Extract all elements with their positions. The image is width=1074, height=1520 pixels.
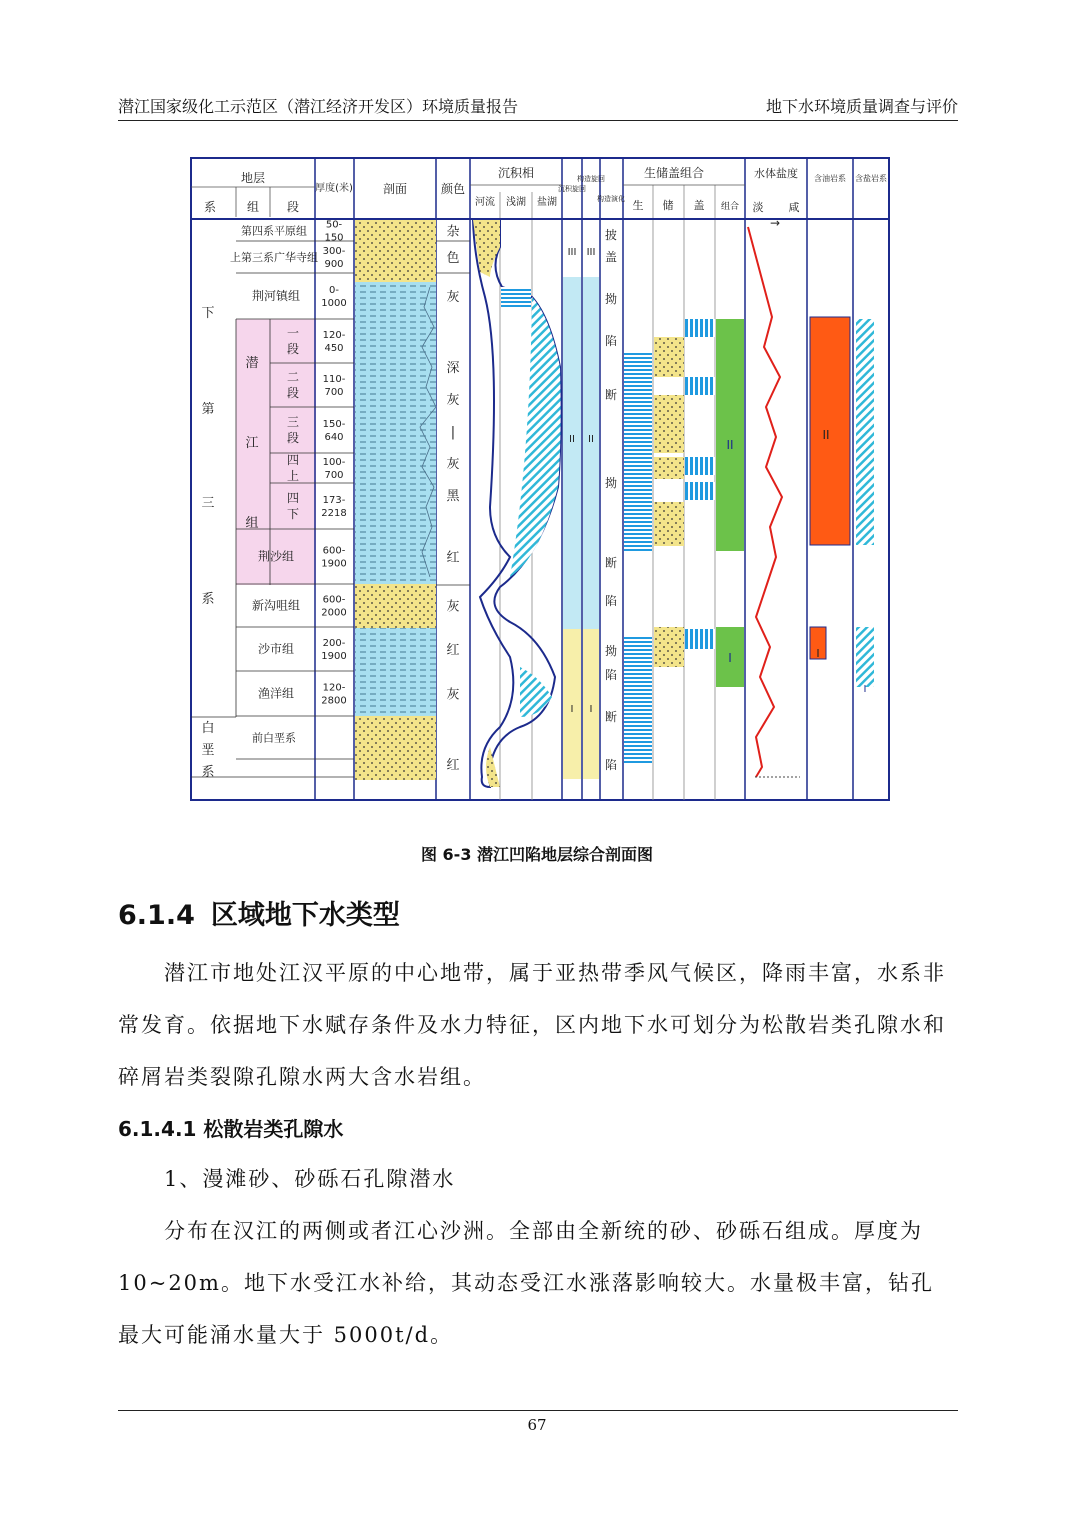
- stratum-name: 上第三系广华寺组: [230, 251, 318, 264]
- thickness-value: 600-: [322, 545, 346, 557]
- system-label: 垩: [201, 743, 215, 758]
- stratum-name: 荆河镇组: [251, 289, 301, 303]
- stratum-name: 前白垩系: [252, 731, 296, 745]
- figure-caption: 图 6-3 潜江凹陷地层综合剖面图: [420, 845, 654, 864]
- color-label: 灰: [446, 457, 460, 472]
- oil-series-ii: [810, 317, 850, 545]
- thickness-value: 150-: [322, 419, 346, 430]
- member-label: 四: [286, 491, 300, 505]
- assemblage-label: II: [726, 438, 734, 452]
- thickness-value: 120-: [322, 330, 346, 341]
- color-label: 红: [446, 758, 460, 773]
- thickness-value: 200-: [322, 638, 346, 649]
- system-label: 系: [201, 592, 215, 607]
- system-label: 下: [201, 306, 215, 321]
- color-label: |: [450, 425, 456, 440]
- color-label: 色: [446, 251, 460, 266]
- color-label: 黑: [446, 489, 460, 504]
- header-oil-series: 含油岩系: [814, 174, 846, 183]
- sed-cycle-label: I: [570, 704, 574, 715]
- evolution-label: 断: [604, 710, 618, 724]
- evolution-label: 断: [604, 556, 618, 570]
- header-sed-cycle: 沉积旋回: [558, 185, 586, 193]
- thickness-value: 700: [324, 387, 344, 398]
- svg-text:→: →: [770, 216, 781, 230]
- oil-series-label: I: [816, 647, 820, 660]
- header-system: 系: [203, 200, 217, 214]
- thickness-value: 450: [324, 343, 344, 354]
- header-color: 颜色: [440, 182, 466, 196]
- color-label: 深: [446, 361, 460, 376]
- evolution-label: 陷: [604, 758, 618, 772]
- member-label: 上: [286, 469, 300, 483]
- stratigraphic-column-figure: [190, 157, 890, 805]
- salt-series-upper: [856, 319, 874, 545]
- color-label: 灰: [446, 290, 460, 305]
- section-number: 6.1.4: [118, 900, 195, 931]
- thickness-value: 120-: [322, 682, 346, 694]
- oil-series-label: II: [822, 428, 830, 442]
- color-label: 红: [446, 550, 460, 566]
- paragraph-distribution: 分布在汉江的两侧或者江心沙洲。全部由全新统的砂、砂砾石组成。厚度为 10~20m。地下水受江水补给，其动态受江水涨落影响较大。水量极丰富，钻孔最大可能涌水量大于 5000t/d。: [118, 1219, 934, 1347]
- evolution-label: 断: [604, 388, 618, 402]
- header-group: 组: [246, 200, 260, 214]
- thickness-value: 640: [324, 432, 344, 443]
- header-combo: 生储盖组合: [643, 166, 705, 180]
- section-title: 区域地下水类型: [210, 900, 400, 931]
- sed-cycle-label: II: [569, 434, 575, 445]
- group-label: 组: [245, 516, 259, 531]
- system-label: 系: [201, 765, 215, 780]
- thickness-value: 1000: [321, 298, 347, 309]
- page-number: 67: [527, 1416, 547, 1434]
- evolution-label: 陷: [604, 668, 618, 682]
- list-item-floodplain-sand: 1、漫滩砂、砂砾石孔隙潜水: [164, 1167, 456, 1191]
- header-member: 段: [286, 200, 300, 214]
- header-report-title: 潜江国家级化工示范区（潜江经济开发区）环境质量报告: [118, 97, 519, 116]
- member-label: 下: [286, 507, 300, 521]
- assemblage-label: I: [728, 651, 732, 665]
- header-fluvial: 河流: [475, 197, 495, 208]
- header-salt-lake: 盐湖: [537, 197, 557, 208]
- color-label: 灰: [446, 393, 460, 408]
- stratum-name: 渔洋组: [257, 686, 295, 701]
- evolution-label: 盖: [604, 250, 618, 264]
- thickness-value: 50-: [325, 219, 343, 231]
- header-stratum: 地层: [240, 171, 266, 185]
- thickness-value: 2000: [321, 607, 347, 619]
- member-label: 段: [286, 386, 300, 400]
- paragraph-groundwater-types: 潜江市地处江汉平原的中心地带，属于亚热带季风气候区，降雨丰富，水系非常发育。依据地下水赋存条件及水力特征，区内地下水可划分为松散岩类孔隙水和碎屑岩类裂隙孔隙水两大含水岩组。: [118, 961, 946, 1089]
- evolution-label: 披: [604, 228, 618, 242]
- header-reservoir: 储: [662, 199, 674, 212]
- stratum-name: 荆沙组: [257, 549, 295, 564]
- system-label: 第: [201, 402, 215, 417]
- color-label: 杂: [446, 224, 460, 240]
- header-source: 生: [632, 199, 644, 212]
- header-chapter-title: 地下水环境质量调查与评价: [765, 97, 958, 116]
- thickness-value: 100-: [322, 457, 346, 468]
- member-label: 段: [286, 431, 300, 445]
- sed-cycle-label: III: [567, 247, 577, 258]
- system-label: 白: [201, 721, 215, 736]
- lithology-section: [355, 220, 436, 780]
- header-shallow-lake: 浅湖: [506, 197, 526, 208]
- header-thickness: 厚度(米): [315, 183, 353, 194]
- thickness-value: 2800: [321, 695, 347, 707]
- member-label: 四: [286, 453, 300, 467]
- group-label: 潜: [245, 356, 259, 371]
- header-struct-cycle: 构造旋回: [577, 175, 605, 183]
- member-label: 一: [286, 326, 300, 340]
- evolution-label: 陷: [604, 594, 618, 608]
- thickness-value: 300-: [322, 246, 346, 257]
- header-salt-series: 含盐岩系: [855, 174, 887, 183]
- evolution-label: 拗: [604, 476, 618, 490]
- stratum-name: 第四系平原组: [241, 224, 307, 238]
- salt-series-lower: [856, 627, 874, 687]
- thickness-value: 150: [324, 232, 344, 244]
- member-label: 三: [286, 415, 300, 429]
- thickness-value: 0-: [329, 285, 339, 296]
- header-salinity: 水体盐度: [754, 167, 798, 180]
- header-facies: 沉积相: [497, 166, 535, 180]
- member-label: 二: [286, 370, 300, 384]
- thickness-value: 900: [324, 259, 344, 270]
- stratum-name: 沙市组: [257, 642, 295, 656]
- header-assemblage: 组合: [720, 202, 740, 212]
- group-label: 江: [245, 436, 259, 451]
- footer-rule: [118, 1410, 958, 1411]
- system-label: 三: [201, 496, 215, 511]
- section-heading: [118, 893, 400, 932]
- page-header: [118, 92, 958, 121]
- subsection-heading: 6.1.4.1 松散岩类孔隙水: [118, 1117, 344, 1141]
- color-label: 红: [446, 643, 460, 658]
- thickness-value: 1900: [321, 558, 347, 570]
- member-label: 段: [286, 342, 300, 356]
- header-salty: 咸: [788, 201, 800, 214]
- color-label: 灰: [446, 599, 460, 615]
- evolution-label: 陷: [604, 334, 618, 348]
- salt-series-label: I: [863, 684, 867, 695]
- evolution-label: 拗: [604, 292, 618, 306]
- stratum-name: 新沟咀组: [251, 598, 301, 613]
- thickness-value: 110-: [322, 374, 346, 385]
- struct-cycle-label: II: [588, 434, 594, 445]
- thickness-value: 173-: [322, 495, 346, 506]
- thickness-value: 700: [324, 470, 344, 481]
- struct-cycle-label: I: [589, 704, 593, 715]
- struct-cycle-label: III: [586, 247, 596, 258]
- header-section: 剖面: [382, 182, 408, 196]
- evolution-label: 拗: [604, 644, 618, 658]
- thickness-value: 2218: [321, 508, 347, 519]
- header-cap: 盖: [693, 199, 705, 212]
- header-fresh: 淡: [752, 201, 764, 214]
- thickness-value: 1900: [321, 651, 347, 662]
- thickness-value: 600-: [322, 594, 346, 606]
- header-struct-evol: 构造演化: [597, 195, 625, 203]
- color-label: 灰: [446, 687, 460, 703]
